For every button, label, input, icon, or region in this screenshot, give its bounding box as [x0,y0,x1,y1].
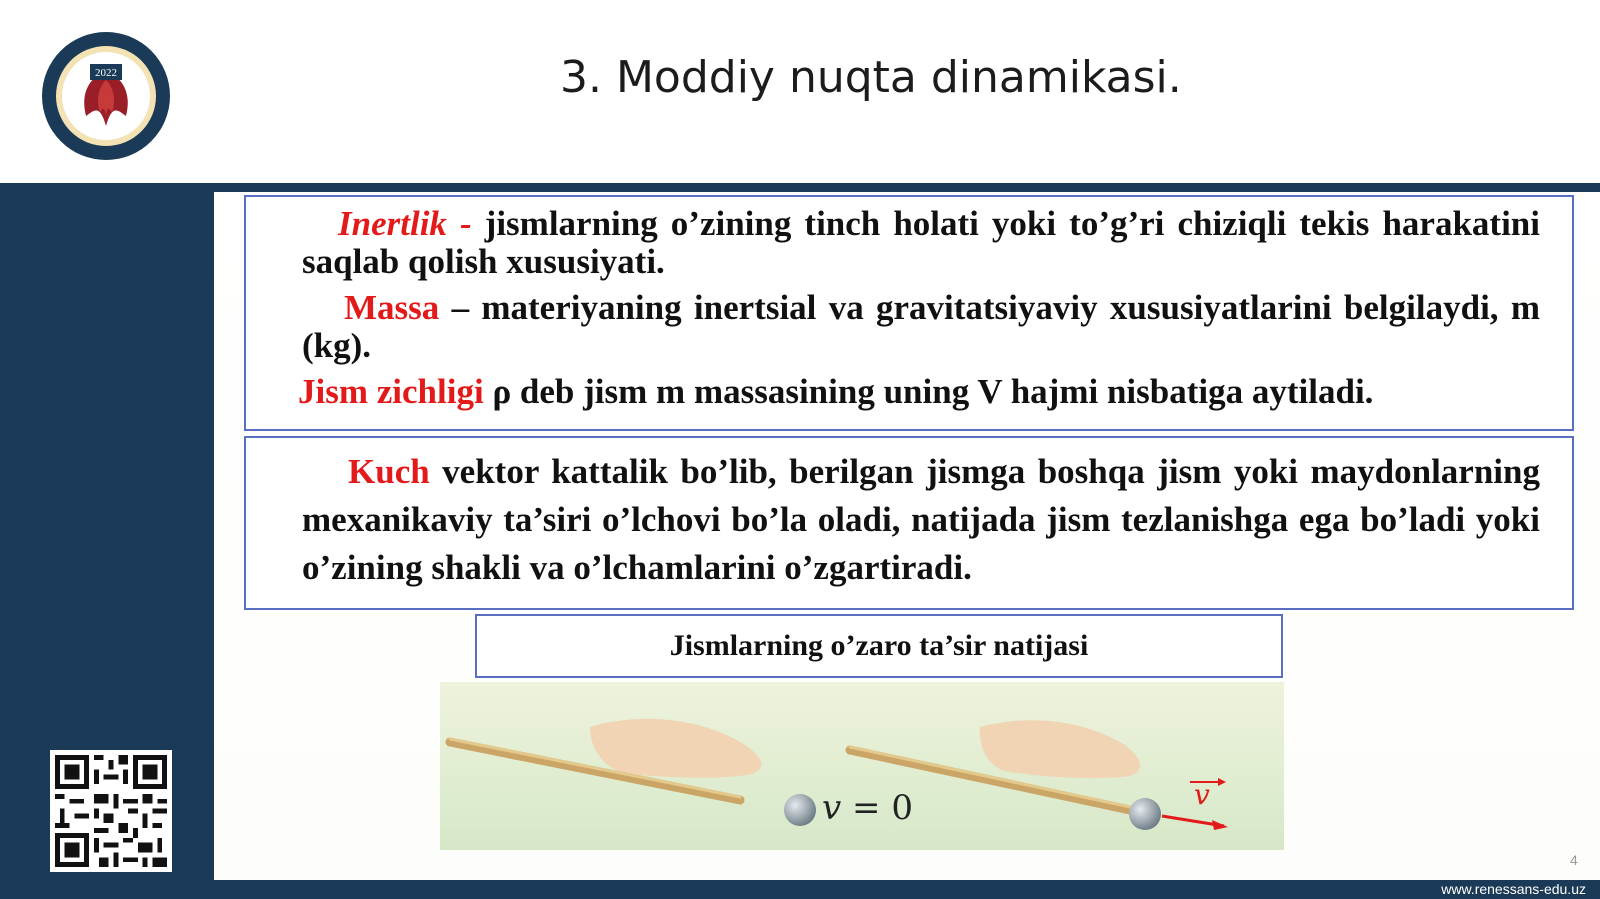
qr-code [50,750,172,872]
zichlik-definition [298,373,1540,411]
interaction-illustration [440,682,1284,850]
massa-text: – materiyaning inertsial va gravitatsiyaviy xususiyatlarini belgilaydi, m (kg). [302,288,1540,365]
inertlik-definition [302,205,1540,281]
figure-caption-box [475,614,1283,678]
kuch-term: Kuch [348,452,430,491]
header-divider-bar [0,183,1600,192]
zichlik-term: Jism zichligi [298,372,484,411]
figure-caption: Jismlarning o’zaro ta’sir natijasi [669,629,1089,662]
force-definition-box [244,436,1574,610]
ball-at-rest [784,794,816,826]
footer-bar [0,880,1600,899]
inertlik-term: Inertlik - [338,204,472,243]
slide-title: 3. Moddiy nuqta dinamikasi. [560,52,1182,103]
massa-definition [302,289,1540,365]
inertlik-text: jismlarning o’zining tinch holati yoki to’g’ri chiziqli tekis harakatini saqlab qolish xususiyati. [302,204,1540,281]
university-logo [40,30,172,162]
footer-website[interactable]: www.renessans-edu.uz [1441,881,1586,897]
logo-year: 2022 [95,67,117,79]
zichlik-text: ρ deb jism m massasining uning V hajmi nisbatiga aytiladi. [483,372,1374,411]
massa-term: Massa [344,288,440,327]
kuch-text: vektor kattalik bo’lib, berilgan jismga boshqa jism yoki maydonlarning mexanikaviy ta’siri o’lchovi bo’la oladi, natijada jism tezlanishga ega bo’ladi yoki o’zining shakli va o’lchamlarini o’zgartiradi. [302,452,1540,587]
ball-moving [1129,798,1161,830]
velocity-zero-label: v = 0 [822,788,913,828]
page-number: 4 [1570,852,1578,868]
kuch-definition [302,448,1540,592]
definitions-box [244,195,1574,431]
velocity-vector-label: v [1194,778,1210,811]
